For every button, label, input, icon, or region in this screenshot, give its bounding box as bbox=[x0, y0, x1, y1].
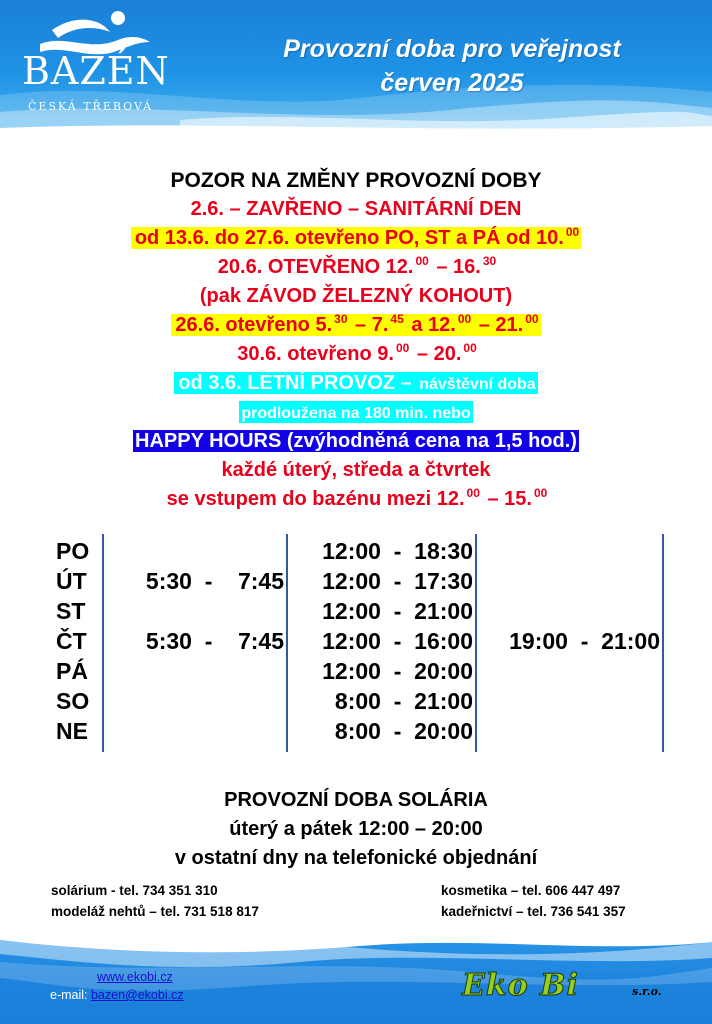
evening-hours: 19:00 - 21:00 bbox=[509, 628, 660, 654]
website-link[interactable]: www.ekobi.cz bbox=[97, 970, 173, 984]
table-row bbox=[48, 716, 672, 746]
opening-hours-table bbox=[48, 534, 672, 752]
notice-line-june13: od 13.6. do 27.6. otevřeno PO, ST a PÁ od 10. $^{00}$ bbox=[131, 227, 581, 249]
logo-subtitle: ČESKÁ TŘEBOVÁ bbox=[28, 100, 154, 113]
notice-line-june20: 20.6. OTEVŘENO 12. $^{00}$ – 16. $^{30}$ bbox=[217, 254, 497, 278]
early-hours: 5:30 - 7:45 bbox=[145, 628, 284, 654]
title-line-2: červen 2025 bbox=[380, 69, 524, 97]
notice-line-entry: se vstupem do bazénu mezi 12. $^{00}$ – 15. $^{00}$ bbox=[166, 486, 548, 510]
notice-line-days: každé úterý, středa a čtvrtek bbox=[221, 459, 491, 481]
day-label: ČT bbox=[56, 628, 87, 654]
ekobi-logo: Eko Bi bbox=[462, 968, 579, 1003]
notice-line-extended: prodloužena na 180 min. nebo bbox=[239, 401, 472, 423]
page-title bbox=[222, 32, 682, 100]
title-line-1: Provozní doba pro veřejnost bbox=[283, 35, 621, 63]
main-hours: 8:00 - 20:00 bbox=[334, 718, 473, 744]
bazen-logo bbox=[14, 8, 194, 120]
email-link[interactable]: bazen@ekobi.cz bbox=[90, 988, 184, 1002]
day-label: ST bbox=[56, 598, 86, 624]
email-label: e-mail: bbox=[50, 988, 91, 1002]
day-label: PÁ bbox=[56, 658, 88, 684]
solarium-days: úterý a pátek 12:00 – 20:00 bbox=[229, 818, 483, 840]
logo-wordmark: BAZÉN bbox=[22, 49, 170, 93]
main-hours: 12:00 - 17:30 bbox=[322, 568, 473, 594]
notice-line-closed: 2.6. – ZAVŘENO – SANITÁRNÍ DEN bbox=[190, 198, 522, 220]
contact-nails: modeláž nehtů – tel. 731 518 817 bbox=[51, 904, 259, 919]
table-row bbox=[48, 536, 672, 566]
table-row bbox=[48, 686, 672, 716]
email-line bbox=[50, 988, 184, 1002]
solarium-other-days: v ostatní dny na telefonické objednání bbox=[174, 847, 538, 869]
main-hours: 12:00 - 16:00 bbox=[322, 628, 473, 654]
schedule-change-notice bbox=[0, 166, 712, 514]
day-label: ÚT bbox=[56, 568, 87, 594]
table-row bbox=[48, 596, 672, 626]
table-row bbox=[48, 656, 672, 686]
contacts-left bbox=[51, 880, 259, 922]
table-row bbox=[48, 626, 672, 656]
contact-solarium: solárium - tel. 734 351 310 bbox=[51, 883, 218, 898]
solarium-hours bbox=[0, 786, 712, 873]
main-hours: 12:00 - 20:00 bbox=[322, 658, 473, 684]
contact-hairdresser: kadeřnictví – tel. 736 541 357 bbox=[441, 904, 626, 919]
notice-line-june26: 26.6. otevřeno 5. $^{30}$ – 7. $^{45}$ a 12. $^{00}$ – 21. $^{00}$ bbox=[171, 314, 540, 336]
table-row bbox=[48, 566, 672, 596]
contacts-right bbox=[441, 880, 626, 922]
solarium-heading: PROVOZNÍ DOBA SOLÁRIA bbox=[224, 789, 488, 811]
contact-cosmetics: kosmetika – tel. 606 447 497 bbox=[441, 883, 621, 898]
day-label: NE bbox=[56, 718, 88, 744]
header-band bbox=[0, 0, 712, 135]
day-label: PO bbox=[56, 538, 90, 564]
notice-line-happy-hours: HAPPY HOURS (zvýhodněná cena na 1,5 hod.) bbox=[135, 430, 577, 452]
ekobi-logo-suffix: s.r.o. bbox=[632, 985, 662, 998]
early-hours: 5:30 - 7:45 bbox=[145, 568, 284, 594]
main-hours: 12:00 - 21:00 bbox=[322, 598, 473, 624]
notice-line-race: (pak ZÁVOD ŽELEZNÝ KOHOUT) bbox=[199, 285, 513, 307]
notice-line-june30: 30.6. otevřeno 9. $^{00}$ – 20. $^{00}$ bbox=[237, 341, 477, 365]
main-hours: 8:00 - 21:00 bbox=[334, 688, 473, 714]
notice-line-summer: od 3.6. LETNÍ PROVOZ – návštěvní doba bbox=[174, 372, 537, 394]
day-label: SO bbox=[56, 688, 90, 714]
main-hours: 12:00 - 18:30 bbox=[322, 538, 473, 564]
notice-heading: POZOR NA ZMĚNY PROVOZNÍ DOBY bbox=[170, 169, 542, 192]
